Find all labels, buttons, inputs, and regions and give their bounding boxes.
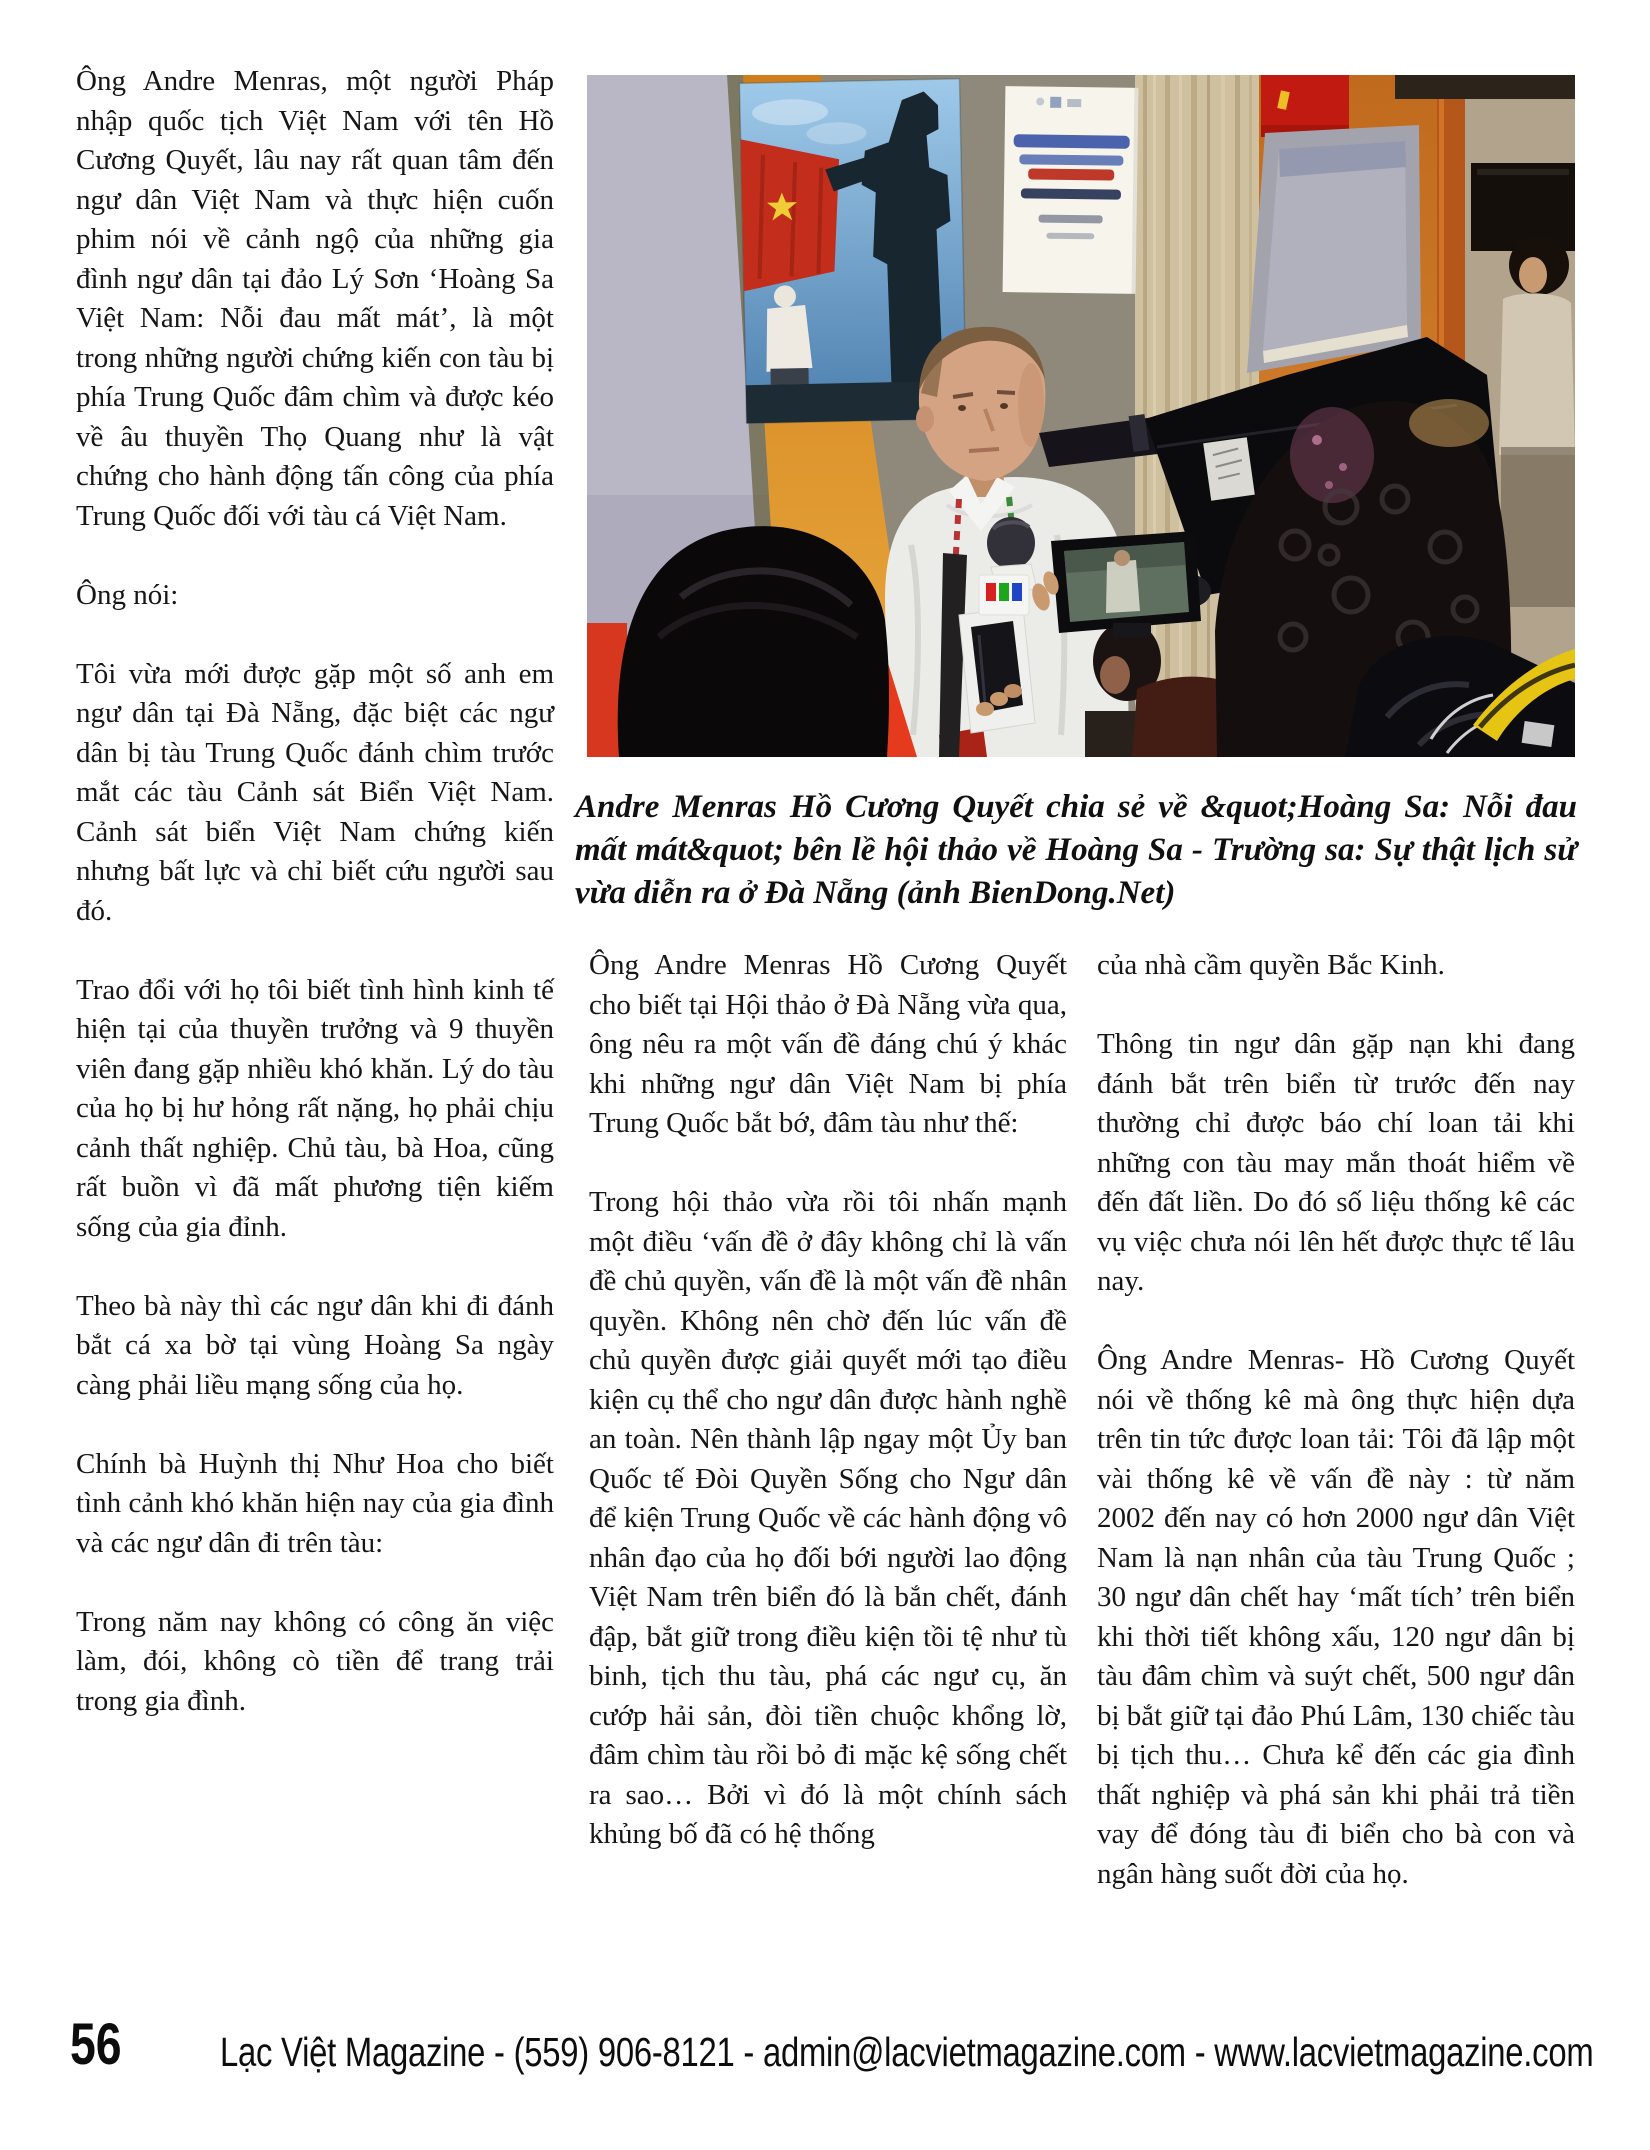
paragraph: Trong hội thảo vừa rồi tôi nhấn mạnh một điều ‘vấn đề ở đây không chỉ là vấn đề chủ quyền, vấn đề là một vấn đề nhân quyền. Không nên chờ đến lúc vấn đề chủ quyền được giải quyết mới tạo điều kiện cụ thể cho ngư dân được hành nghề an toàn. Nên thành lập ngay một Ủy ban Quốc tế Đòi Quyền Sống cho Ngư dân để kiện Trung Quốc về các hành động vô nhân đạo của họ đối bới người lao động Việt Nam trên biển đó là bắn chết, đánh đập, bắt giữ trong điều kiện tồi tệ như tù binh, tịch thu tàu, phá các ngư cụ, ăn cướp hải sản, đòi tiền chuộc khổng lờ, đâm chìm tàu rồi bỏ đi mặc kệ sống chết ra sao… Bởi vì đó là một chính sách khủng bố đã có hệ thống: [589, 1186, 1067, 1850]
left-column: [76, 62, 554, 1761]
paragraph: Tôi vừa mới được gặp một số anh em ngư dân tại Đà Nẵng, đặc biệt các ngư dân bị tàu Trung Quốc đánh chìm trước mắt các tàu Cảnh sát Biển Việt Nam. Cảnh sát biển Việt Nam chứng kiến nhưng bất lực và chỉ biết cứu người sau đó.: [76, 657, 554, 927]
paragraph: Thông tin ngư dân gặp nạn khi đang đánh bắt trên biển từ trước đến nay thường chỉ được báo chí loan tải khi những con tàu may mắn thoát hiểm về đến đất liền. Do đó số liệu thống kê các vụ việc chưa nói lên hết được thực tế lâu nay.: [1097, 1028, 1575, 1297]
right-column: [1097, 946, 1575, 1934]
footer-text: Lạc Việt Magazine - (559) 906-8121 - admin@lacvietmagazine.com - www.lacvietmagazine.com: [220, 2029, 1594, 2075]
tv-screen: [1471, 163, 1575, 251]
page-number: 56: [70, 2012, 122, 2077]
camera-label-card: [1203, 437, 1255, 501]
paragraph: Theo bà này thì các ngư dân khi đi đánh bắt cá xa bờ tại vùng Hoàng Sa ngày càng phải liều mạng sống của họ.: [76, 1289, 554, 1401]
projection-screen: [1247, 125, 1421, 373]
paragraph: Chính bà Huỳnh thị Như Hoa cho biết tình cảnh khó khăn hiện nay của gia đình và các ngư dân đi trên tàu:: [76, 1447, 554, 1559]
hair-glow: [1409, 399, 1489, 447]
paragraph: của nhà cầm quyền Bắc Kinh.: [1097, 949, 1445, 981]
red-sign: [1261, 75, 1349, 137]
article-photo: [587, 75, 1575, 757]
paragraph: Trao đổi với họ tôi biết tình hình kinh tế hiện tại của thuyền trưởng và 9 thuyền viên đang gặp nhiều khó khăn. Lý do tàu của họ bị hư hỏng rất nặng, họ phải chịu cảnh thất nghiệp. Chủ tàu, bà Hoa, cũng rất buồn vì đã mất phương tiện kiếm sống của gia đỉnh.: [76, 973, 554, 1243]
middle-column: [589, 946, 1067, 1894]
conference-banner: [1003, 86, 1139, 294]
ceiling-band: [1395, 75, 1575, 99]
camera-flip-screen: [1051, 531, 1201, 637]
paragraph: Ông Andre Menras- Hồ Cương Quyết nói về thống kê mà ông thực hiện dựa trên tin tức được loan tải: Tôi đã lập một vài thống kê về vấn đề này : từ năm 2002 đến nay có hơn 2000 ngư dân Việt Nam là nạn nhân của tàu Trung Quốc ; 30 ngư dân chết hay ‘mất tích’ trên biển khi thời tiết không xấu, 120 ngư dân bị tàu đâm chìm và suýt chết, 500 ngư dân bị bắt giữ tại đảo Phú Lâm, 130 chiếc tàu bị tịch thu… Chưa kể đến các gia đình thất nghiệp và phá sản khi phải trả tiền vay để đóng tàu đi biển cho bà con và ngân hàng suốt đời của họ.: [1097, 1344, 1575, 1890]
paragraph: Trong năm nay không có công ăn việc làm, đói, không cò tiền để trang trải trong gia đình.: [76, 1605, 554, 1717]
paragraph: Ông Andre Menras, một người Pháp nhập quốc tịch Việt Nam với tên Hồ Cương Quyết, lâu nay rất quan tâm đến ngư dân Việt Nam và thực hiện cuốn phim nói về cảnh ngộ của những gia đình ngư dân tại đảo Lý Sơn ‘Hoàng Sa Việt Nam: Nỗi đau mất mát’, là một trong những người chứng kiến con tàu bị phía Trung Quốc đâm chìm và được kéo về âu thuyền Thọ Quang như là vật chứng cho hành động tấn công của phía Trung Quốc đối với tàu cá Việt Nam.: [76, 65, 554, 532]
interview-photo-illustration: [587, 75, 1575, 757]
paragraph: Ông nói:: [76, 578, 179, 611]
photo-caption: Andre Menras Hồ Cương Quyết chia sẻ về &quot;Hoàng Sa: Nỗi đau mất mát&quot; bên lề hội thảo về Hoàng Sa - Trường sa: Sự thật lịch sử vừa diễn ra ở Đà Nẵng (ảnh BienDong.Net): [575, 789, 1577, 911]
paragraph: Ông Andre Menras Hồ Cương Quyết cho biết tại Hội thảo ở Đà Nẵng vừa qua, ông nêu ra một vấn đề đáng chú ý khác khi những ngư dân Việt Nam bị phía Trung Quốc bắt bớ, đâm tàu như thế:: [589, 949, 1067, 1139]
